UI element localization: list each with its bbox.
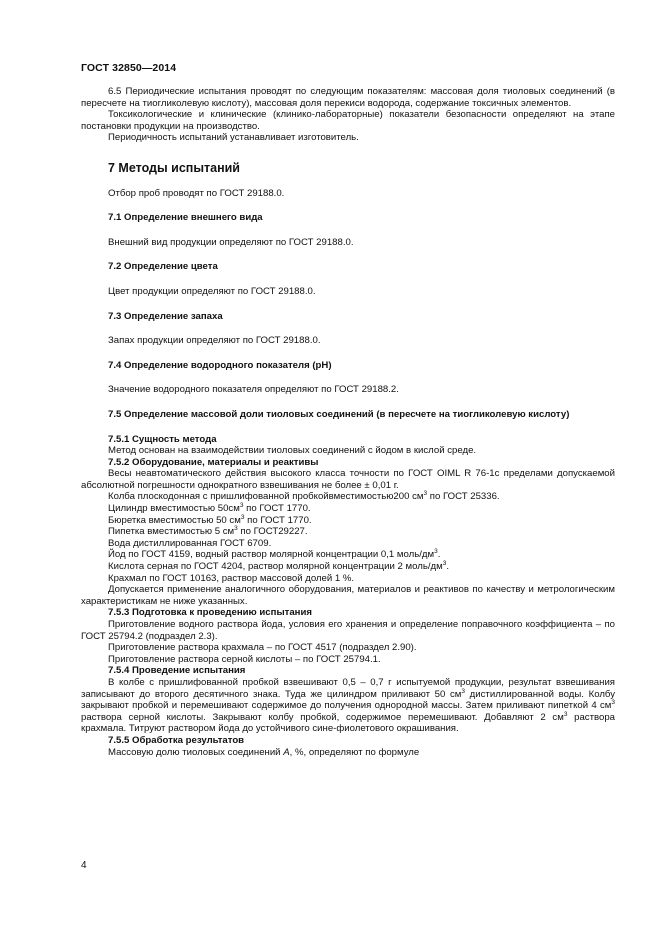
page-number: 4 — [81, 860, 87, 871]
equipment-acid: Кислота серная по ГОСТ 4204, раствор молярной концентрации 2 моль/$дм^3$. — [108, 560, 450, 573]
method-essence-text: Метод основан на взаимодействии тиоловых соединений с йодом в кислой среде. — [108, 445, 477, 457]
section-7-1-text: Внешний вид продукции определяют по ГОСТ 29188.0. — [108, 236, 354, 248]
section-7-5-1-heading: 7.5.1 Сущность метода — [108, 433, 217, 445]
document-header: ГОСТ 32850—2014 — [81, 62, 177, 74]
prep-acid: Приготовление раствора серной кислоты – по ГОСТ 25794.1. — [108, 653, 381, 665]
section-7-5-2-heading: 7.5.2 Оборудование, материалы и реактивы — [108, 456, 319, 468]
section-7-5-3-heading: 7.5.3 Подготовка к проведению испытания — [108, 607, 312, 619]
equipment-burette: Бюретка вместимостью 50 $см^3$ по ГОСТ 1770. — [108, 513, 312, 526]
section-7-1-heading: 7.1 Определение внешнего вида — [108, 212, 263, 224]
prep-starch: Приготовление раствора крахмала – по ГОСТ 4517 (подраздел 2.90). — [108, 642, 417, 654]
section-7-4-heading: 7.4 Определение водородного показателя (pH) — [108, 359, 332, 371]
equipment-water: Вода дистиллированная ГОСТ 6709. — [108, 537, 272, 549]
paragraph-6-5: 6.5 Периодические испытания проводят по следующим показателям: массовая доля тиоловых соединений (в пересчете на тиогликолевую кислоту), массовая доля перекиси водорода, содержание токсичных элементов. — [81, 86, 615, 109]
calculation-text: Массовую долю тиоловых соединений А, %, определяют по формуле — [108, 746, 420, 758]
section-7-2-heading: 7.2 Определение цвета — [108, 261, 218, 273]
section-7-4-text: Значение водородного показателя определяют по ГОСТ 29188.2. — [108, 384, 399, 396]
prep-iodine: Приготовление водного раствора йода, условия его хранения и определение поправочного коэффициента – по ГОСТ 25794.2 (подраздел 2.3). — [81, 619, 615, 642]
section-7-heading: 7 Методы испытаний — [108, 160, 240, 175]
section-7-5-4-heading: 7.5.4 Проведение испытания — [108, 665, 246, 677]
section-7-3-heading: 7.3 Определение запаха — [108, 310, 223, 322]
section-7-5-5-heading: 7.5.5 Обработка результатов — [108, 734, 245, 746]
page-content — [81, 86, 615, 758]
equipment-starch: Крахмал по ГОСТ 10163, раствор массовой долей 1 %. — [108, 572, 355, 584]
sampling-text: Отбор проб проводят по ГОСТ 29188.0. — [108, 187, 285, 199]
section-7-3-text: Запах продукции определяют по ГОСТ 29188.0. — [108, 335, 321, 347]
equipment-cylinder: Цилиндр вместимостью $50см^3$ по ГОСТ 1770. — [108, 502, 311, 515]
equipment-scales: Весы неавтоматического действия высокого класса точности по ГОСТ OIML R 76-1с пределами допускаемой абсолютной погрешности однократного взвешивания не более ± 0,01 г. — [81, 468, 615, 491]
equipment-analog-note: Допускается применение аналогичного оборудования, материалов и реактивов по качеству и метрологическим характеристикам не ниже указанных. — [81, 584, 615, 607]
paragraph-periodicity: Периодичность испытаний устанавливает изготовитель. — [108, 132, 359, 144]
equipment-iodine: Йод по ГОСТ 4159, водный раствор молярной концентрации 0,1 моль/$дм^3$. — [108, 548, 441, 561]
equipment-flask: Колба плоскодонная с пришлифованной пробкойвместимостью200 $см^3$ по ГОСТ 25336. — [108, 490, 500, 503]
procedure-text: В колбе с пришлифованной пробкой взвешивают 0,5 – 0,7 г испытуемой продукции, результат взвешивания записывают до второго десятичного знака. Туда же цилиндром приливают 50 $см^3$ дистиллированной воды. Колбу закрывают пробкой и перемешивают содержимое до получения однородной массы. Затем приливают пипеткой 4 $см^3$ раствора серной кислоты. Закрывают колбу пробкой, содержимое перемешивают. Добавляют 2 $см^3$ раствора крахмала. Титруют раствором йода до устойчивого сине-фиолетового окрашивания. — [81, 676, 616, 735]
paragraph-toxicology: Токсикологические и клинические (клинико-лабораторные) показатели безопасности определяют на этапе постановки продукции на производство. — [81, 109, 615, 132]
equipment-pipette: Пипетка вместимостью 5 $см^3$ по ГОСТ29227. — [108, 525, 308, 538]
section-7-5-heading: 7.5 Определение массовой доли тиоловых соединений (в пересчете на тиогликолевую кислоту) — [108, 408, 570, 420]
section-7-2-text: Цвет продукции определяют по ГОСТ 29188.0. — [108, 285, 316, 297]
